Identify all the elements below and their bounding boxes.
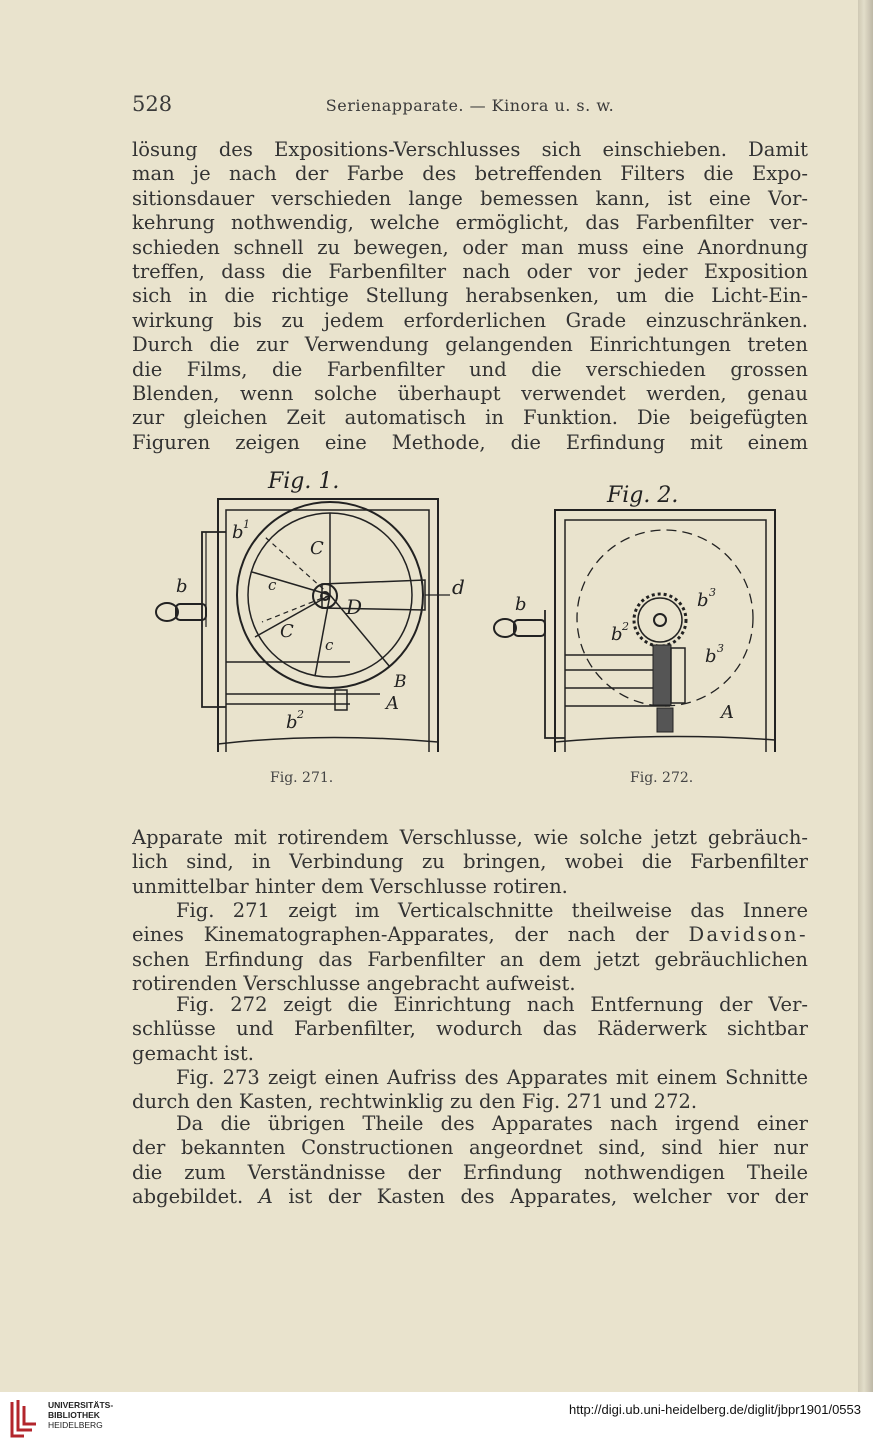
- text-line: die zum Verständnisse der Erfindung nothwendigen Theile: [132, 1160, 808, 1184]
- italic-letter: A: [258, 1185, 273, 1209]
- text-line: man je nach der Farbe des betreffenden Filters die Expo-: [132, 162, 808, 186]
- text-line: gemacht ist.: [132, 1041, 254, 1065]
- paragraph-2: [132, 826, 808, 899]
- library-name: [48, 1400, 113, 1430]
- fig1-box-outer: [218, 499, 438, 752]
- paragraph-3: [132, 899, 808, 997]
- fig1-label-d: d: [452, 575, 465, 599]
- fig2-label-b2-sup: 2: [622, 620, 629, 633]
- fig2-label-b2: b: [611, 624, 623, 645]
- fig1-label-c-upper: C: [310, 538, 324, 559]
- paragraph-6: [132, 1112, 808, 1210]
- text-line: Blenden, wenn solche überhaupt verwendet werden, genau: [132, 381, 808, 405]
- fig1-label-b1-sup: 1: [243, 518, 250, 531]
- text-segment: abgebildet.: [132, 1185, 244, 1209]
- text-line: der bekannten Constructionen angeordnet sind, sind hier nur: [132, 1136, 808, 1160]
- text-line: treffen, dass die Farbenfilter nach oder vor jeder Exposition: [132, 259, 808, 283]
- figure-271-drawing: [150, 462, 480, 762]
- footer-bar: [0, 1392, 873, 1452]
- text-line: kehrung nothwendig, welche ermöglicht, das Farbenfilter ver-: [132, 211, 808, 235]
- text-line: [132, 923, 808, 947]
- page-number: 528: [132, 92, 173, 116]
- fig2-label-b3-top-sup: 3: [709, 586, 716, 599]
- fig2-label-b3-mid: b: [705, 646, 717, 667]
- fig2-gear: [638, 598, 682, 642]
- paragraph-5: [132, 1066, 808, 1115]
- text-line: wirkung bis zu jedem erforderlichen Grade einzuschränken.: [132, 308, 808, 332]
- text-line: Figuren zeigen eine Methode, die Erfindung mit einem: [132, 430, 808, 454]
- text-line: sitionsdauer verschieden lange bemessen kann, ist eine Vor-: [132, 186, 808, 210]
- text-line: zur gleichen Zeit automatisch in Funktion. Die beigefügten: [132, 406, 808, 430]
- text-line: [132, 1185, 808, 1209]
- fig1-label-b1: b: [232, 522, 244, 543]
- text-line: schieden schnell zu bewegen, oder man muss eine Anordnung: [132, 235, 808, 259]
- text-line: Da die übrigen Theile des Apparates nach irgend einer: [176, 1112, 808, 1135]
- fig2-label-A: A: [721, 702, 734, 723]
- figure-272-drawing: [485, 470, 785, 760]
- person-name: Davidson-: [688, 923, 808, 947]
- fig1-hub: [313, 584, 337, 608]
- paragraph-4: [132, 993, 808, 1066]
- text-line: durch den Kasten, rechtwinklig zu den Fig. 271 und 272.: [132, 1090, 698, 1114]
- fig1-label-c-small-2: c: [325, 636, 334, 654]
- library-name-line: UNIVERSITÄTS-: [48, 1400, 114, 1410]
- fig1-label-b2-sup: 2: [297, 708, 304, 721]
- page-edge: [858, 0, 873, 1392]
- text-line: sich in die richtige Stellung herabsenken, um die Licht-Ein-: [132, 284, 808, 308]
- library-name-line: BIBLIOTHEK: [48, 1410, 100, 1420]
- text-line: Fig. 272 zeigt die Einrichtung nach Entfernung der Ver-: [176, 993, 808, 1016]
- text-line: Apparate mit rotirendem Verschlusse, wie solche jetzt gebräuch-: [132, 826, 808, 849]
- source-url-link[interactable]: http://digi.ub.uni-heidelberg.de/diglit/jbpr1901/0553: [569, 1402, 861, 1417]
- text-line: Fig. 273 zeigt einen Aufriss des Apparates mit einem Schnitte: [176, 1066, 808, 1089]
- fig1-heading: Fig. 1.: [268, 469, 340, 494]
- page-header: [132, 92, 808, 122]
- library-name-line: HEIDELBERG: [48, 1420, 103, 1430]
- fig1-label-c-lower: C: [280, 621, 294, 642]
- library-logo-icon: [8, 1398, 42, 1442]
- fig1-label-B: B: [394, 672, 407, 692]
- fig2-heading: Fig. 2.: [607, 483, 679, 508]
- running-title: Serienapparate. — Kinora u. s. w.: [325, 96, 615, 115]
- text-line: lich sind, in Verbindung zu bringen, wobei die Farbenfilter: [132, 850, 808, 874]
- text-line: Fig. 271 zeigt im Verticalschnitte theilweise das Innere: [176, 899, 808, 922]
- text-line: schlüsse und Farbenfilter, wodurch das Räderwerk sichtbar: [132, 1017, 808, 1041]
- fig1-label-b2: b: [286, 712, 298, 733]
- text-segment: eines Kinematographen-Apparates, der nach der: [132, 923, 669, 947]
- fig1-label-c-small-1: c: [268, 576, 277, 594]
- figure-271-caption: Fig. 271.: [270, 770, 334, 786]
- figure-272-caption: Fig. 272.: [630, 770, 694, 786]
- fig1-box-bottom: [218, 737, 438, 744]
- fig2-label-b3-top: b: [697, 590, 709, 611]
- text-segment: ist der Kasten des Apparates, welcher vor der: [288, 1185, 808, 1209]
- text-line: schen Erfindung das Farbenfilter an dem jetzt gebräuchlichen: [132, 947, 808, 971]
- fig1-label-D: D: [346, 595, 363, 619]
- text-line: Durch die zur Verwendung gelangenden Einrichtungen treten: [132, 333, 808, 357]
- fig1-label-A: A: [386, 693, 399, 714]
- paragraph-1: [132, 138, 808, 455]
- text-line: die Films, die Farbenfilter und die verschieden grossen: [132, 357, 808, 381]
- fig2-label-b3-mid-sup: 3: [717, 642, 724, 655]
- fig1-label-b: b: [176, 576, 188, 597]
- text-line: unmittelbar hinter dem Verschlusse rotiren.: [132, 874, 568, 898]
- text-line: rotirenden Verschlusse angebracht aufweist.: [132, 972, 576, 996]
- text-line: lösung des Expositions-Verschlusses sich einschieben. Damit: [132, 138, 808, 161]
- fig2-label-b: b: [515, 594, 527, 615]
